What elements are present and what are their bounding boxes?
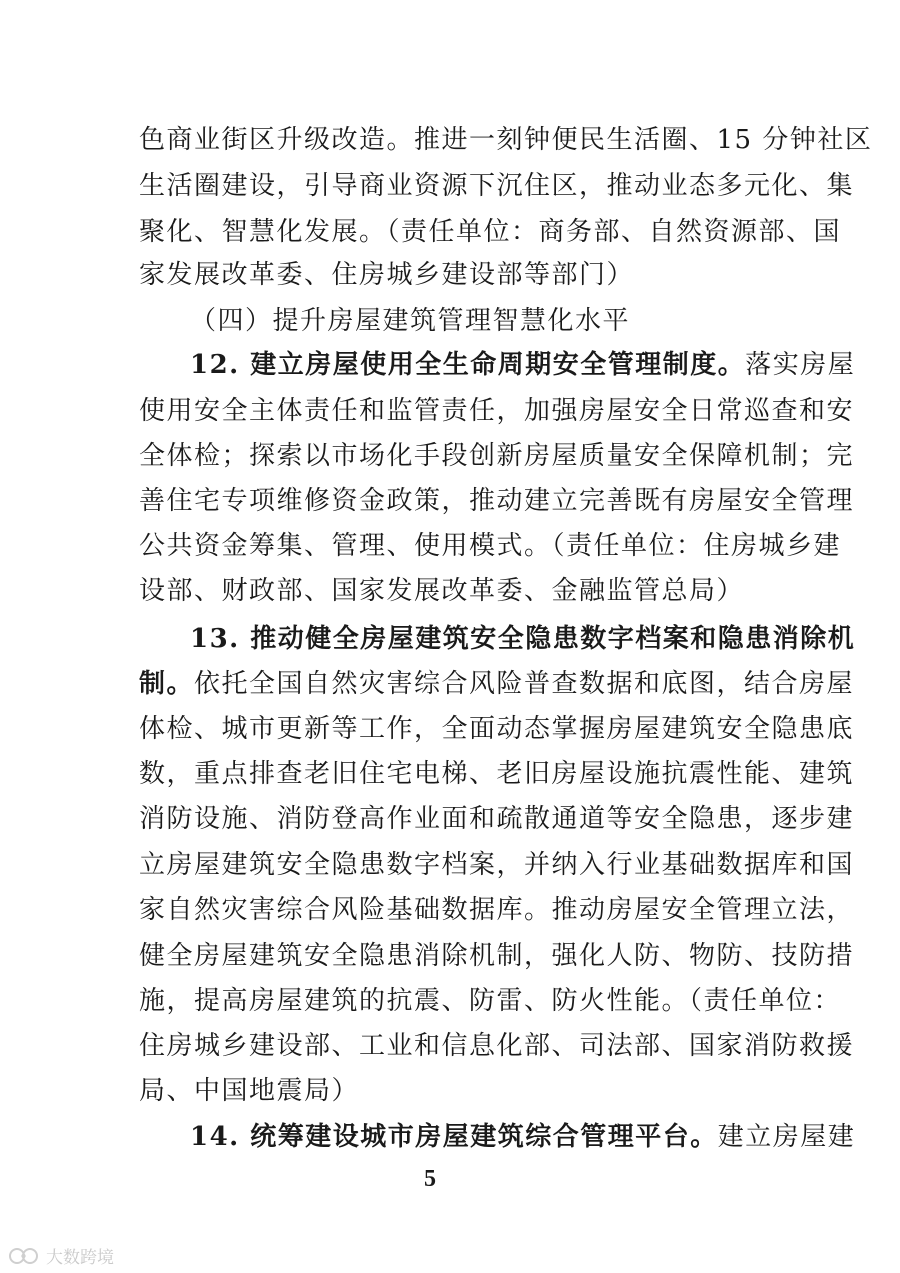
body-line: 施，提高房屋建筑的抗震、防雷、防火性能。（责任单位： [139,986,842,1016]
item-14-line [190,1117,856,1157]
body-line: 家自然灾害综合风险基础数据库。推动房屋安全管理立法， [139,895,855,925]
body-line: 健全房屋建筑安全隐患消除机制，强化人防、物防、技防措 [139,941,855,971]
item-12-text: 落实房屋 [745,350,856,380]
item-13-text: 依托全国自然灾害综合风险普查数据和底图，结合房屋 [194,669,855,699]
item-13-title: 13. 推动健全房屋建筑安全隐患数字档案和隐患消除机 [190,624,856,654]
item-14-text: 建立房屋建 [717,1122,856,1152]
body-line: 家发展改革委、住房城乡建设部等部门） [139,260,635,290]
body-line: 善住宅专项维修资金政策，推动建立完善既有房屋安全管理 [139,486,855,516]
body-line: 全体检；探索以市场化手段创新房屋质量安全保障机制；完 [139,441,855,471]
body-line: 体检、城市更新等工作，全面动态掌握房屋建筑安全隐患底 [139,714,855,744]
body-line: 局、中国地震局） [139,1076,360,1106]
body-line: 设部、财政部、国家发展改革委、金融监管总局） [139,576,745,606]
body-line: 立房屋建筑安全隐患数字档案，并纳入行业基础数据库和国 [139,850,855,880]
item-13-line [139,664,855,704]
body-line: 使用安全主体责任和监管责任，加强房屋安全日常巡查和安 [139,396,855,426]
watermark [8,1243,114,1268]
body-line: 消防设施、消防登高作业面和疏散通道等安全隐患，逐步建 [139,804,855,834]
body-line: 公共资金筹集、管理、使用模式。（责任单位：住房城乡建 [139,531,842,561]
item-12-line [190,345,856,385]
item-13-title-end: 制。 [139,669,195,699]
item-14-title: 14. 统筹建设城市房屋建筑综合管理平台。 [190,1122,718,1152]
watermark-text: 大数跨境 [46,1248,114,1268]
body-line: 色商业街区升级改造。推进一刻钟便民生活圈、15 分钟社区 [139,125,873,155]
page-number: 5 [424,1166,436,1192]
section-heading: （四）提升房屋建筑管理智慧化水平 [190,306,631,336]
item-12-title: 12. 建立房屋使用全生命周期安全管理制度。 [190,350,746,380]
body-line: 聚化、智慧化发展。（责任单位：商务部、自然资源部、国 [139,217,842,247]
watermark-logo-icon [8,1247,42,1265]
body-line: 生活圈建设，引导商业资源下沉住区，推动业态多元化、集 [139,171,855,201]
body-line: 数，重点排查老旧住宅电梯、老旧房屋设施抗震性能、建筑 [139,759,855,789]
body-line: 住房城乡建设部、工业和信息化部、司法部、国家消防救援 [139,1031,855,1061]
